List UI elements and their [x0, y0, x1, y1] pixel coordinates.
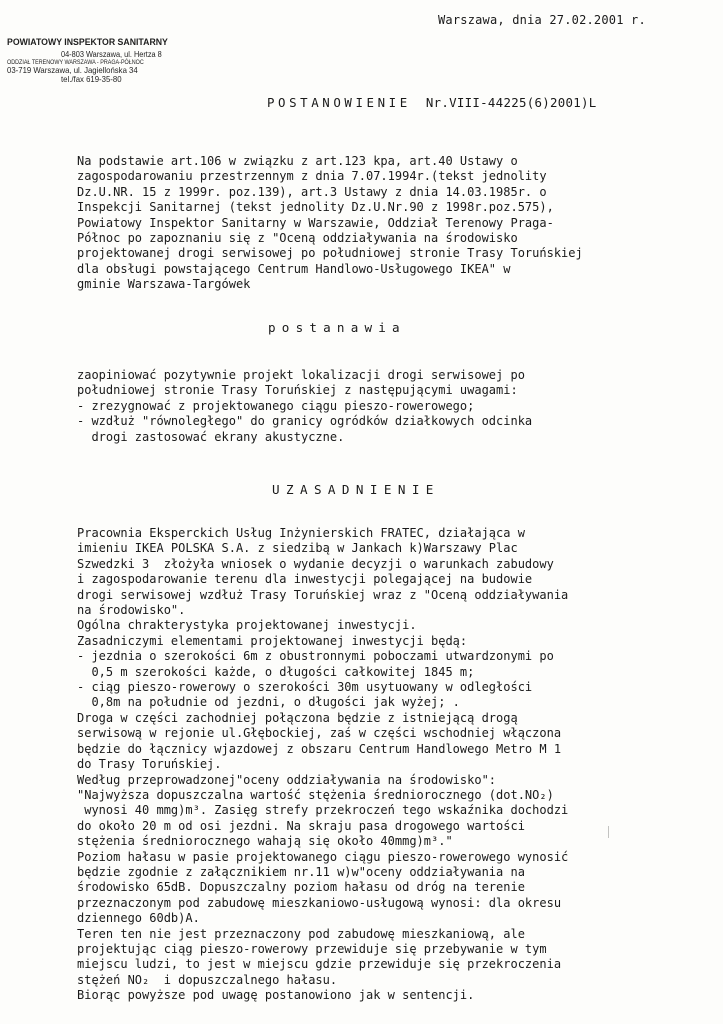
document-number: Nr.VIII-44225(6)2001)L [425, 95, 597, 110]
document-title-text: POSTANOWIENIE [267, 95, 411, 110]
text-line: Powiatowy Inspektor Sanitarny w Warszawie, Oddział Terenowy Praga- [77, 215, 554, 230]
text-line: Szwedzki 3 złożyła wniosek o wydanie decyzji o warunkach zabudowy [77, 556, 554, 571]
text-line: i zagospodarowanie terenu dla inwestycji polegającej na budowie [77, 572, 533, 587]
document-title [267, 95, 597, 110]
decision-paragraph [77, 368, 532, 445]
text-line: - jezdnia o szerokości 6m z obustronnymi poboczami utwardzonymi po [77, 649, 554, 664]
text-line: gminie Warszawa-Targówek [77, 277, 251, 292]
text-line: - zrezygnować z projektowanego ciągu pieszo-rowerowego; [77, 398, 475, 413]
text-line: środowisko 65dB. Dopuszczalny poziom hałasu od dróg na terenie [77, 880, 525, 895]
text-line: Biorąc powyższe pod uwagę postanowiono jak w sentencji. [77, 988, 475, 1003]
stamp-line: POWIATOWY INSPEKTOR SANITARNY [7, 37, 168, 48]
justification-paragraph [77, 526, 568, 1004]
text-line: dla obsługi powstającego Centrum Handlowo-Usługowego IKEA" w [77, 261, 511, 276]
text-line: serwisową w rejonie ul.Głębockiej, zaś w części wschodniej włączona [77, 726, 562, 741]
issuer-stamp [7, 38, 197, 85]
text-line: będzie do łącznicy wjazdowej z obszaru Centrum Handlowego Metro M 1 [77, 741, 562, 756]
text-line: projektowanej drogi serwisowej po południowej stronie Trasy Toruńskiej [77, 246, 583, 261]
text-line: Ogólna chrakterystyka projektowanej inwestycji. [77, 618, 417, 633]
text-line: będzie zgodnie z załącznikiem nr.11 w)w"oceny oddziaływania na [77, 864, 525, 879]
text-line: Północ po zapoznaniu się z "Oceną oddziaływania na środowisko [77, 231, 518, 246]
text-line: Droga w części zachodniej połączona będzie z istniejącą drogą [77, 710, 518, 725]
decision-heading: postanawia [268, 320, 406, 335]
text-line: 0,8m na południe od jezdni, o długości jak wyżej; . [77, 695, 460, 710]
text-line: wynosi 40 mmg)m³. Zasięg strefy przekroczeń tego wskaźnika dochodzi [77, 803, 569, 818]
text-line: dziennego 60db)A. [77, 911, 200, 926]
text-line: Zasadniczymi elementami projektowanej inwestycji będą: [77, 633, 468, 648]
text-line: Dz.U.NR. 15 z 1999r. poz.139), art.3 Ustawy z dnia 14.03.1985r. o [77, 184, 547, 199]
text-line: do około 20 m od osi jezdni. Na skraju pasa drogowego wartości [77, 818, 525, 833]
text-line: do Trasy Toruńskiej. [77, 757, 222, 772]
text-line: zagospodarowaniu przestrzennym z dnia 7.07.1994r.(tekst jednolity [77, 169, 547, 184]
text-line: projektując ciąg pieszo-rowerowy przewiduje się przebywanie w tym [77, 941, 547, 956]
text-line: przeznaczonym pod zabudowę mieszkaniowo-usługową wynosi: dla okresu [77, 895, 562, 910]
text-line: imieniu IKEA POLSKA S.A. z siedzibą w Jankach k)Warszawy Plac [77, 541, 518, 556]
text-line: Według przeprowadzonej"oceny oddziaływania na środowisko": [77, 772, 497, 787]
stamp-line: tel./fax 619-35-80 [61, 75, 122, 85]
text-line: "Najwyższa dopuszczalna wartość stężenia średniorocznego (dot.NO₂) [77, 787, 554, 802]
text-line: Poziom hałasu w pasie projektowanego ciągu pieszo-rowerowego wynosić [77, 849, 569, 864]
justification-heading: UZASADNIENIE [272, 482, 440, 497]
stamp-line: 04-803 Warszawa, ul. Hertza 8 [61, 49, 162, 59]
text-line: miejscu ludzi, to jest w miejscu gdzie przewiduje się przekroczenia [77, 957, 562, 972]
text-line: - ciąg pieszo-rowerowy o szerokości 30m usytuowany w odległości [77, 680, 533, 695]
text-line: zaopiniować pozytywnie projekt lokalizacji drogi serwisowej po [77, 368, 525, 382]
text-line: Pracownia Eksperckich Usług Inżynierskich FRATEC, działająca w [77, 526, 525, 540]
stamp-line: 03-719 Warszawa, ul. Jagiellońska 34 [7, 66, 138, 76]
place-date: Warszawa, dnia 27.02.2001 r. [438, 13, 646, 27]
text-line: Inspekcji Sanitarnej (tekst jednolity Dz.U.Nr.90 z 1998r.poz.575), [77, 200, 554, 215]
text-line: - wzdłuż "równoległego" do granicy ogródków działkowych odcinka [77, 414, 533, 429]
text-line: na środowisko". [77, 603, 186, 618]
text-line: południowej stronie Trasy Toruńskiej z następującymi uwagami: [77, 383, 518, 398]
text-line: 0,5 m szerokości każde, o długości całkowitej 1845 m; [77, 664, 475, 679]
scan-artifact [608, 826, 609, 838]
text-line: Teren ten nie jest przeznaczony pod zabudowę mieszkaniową, ale [77, 926, 525, 941]
text-line: drogi serwisowej wzdłuż Trasy Toruńskiej wraz z "Oceną oddziaływania [77, 587, 569, 602]
text-line: drogi zastosować ekrany akustyczne. [77, 429, 345, 444]
text-line: stężenia średniorocznego wahają się około 40mmg)m³." [77, 834, 453, 849]
text-line: Na podstawie art.106 w związku z art.123 kpa, art.40 Ustawy o [77, 154, 518, 168]
legal-basis-paragraph [77, 154, 583, 293]
stamp-line: ODDZIAŁ TERENOWY WARSZAWA - PRAGA-PÓŁNOC [7, 58, 144, 66]
text-line: stężeń NO₂ i dopuszczalnego hałasu. [77, 972, 338, 987]
